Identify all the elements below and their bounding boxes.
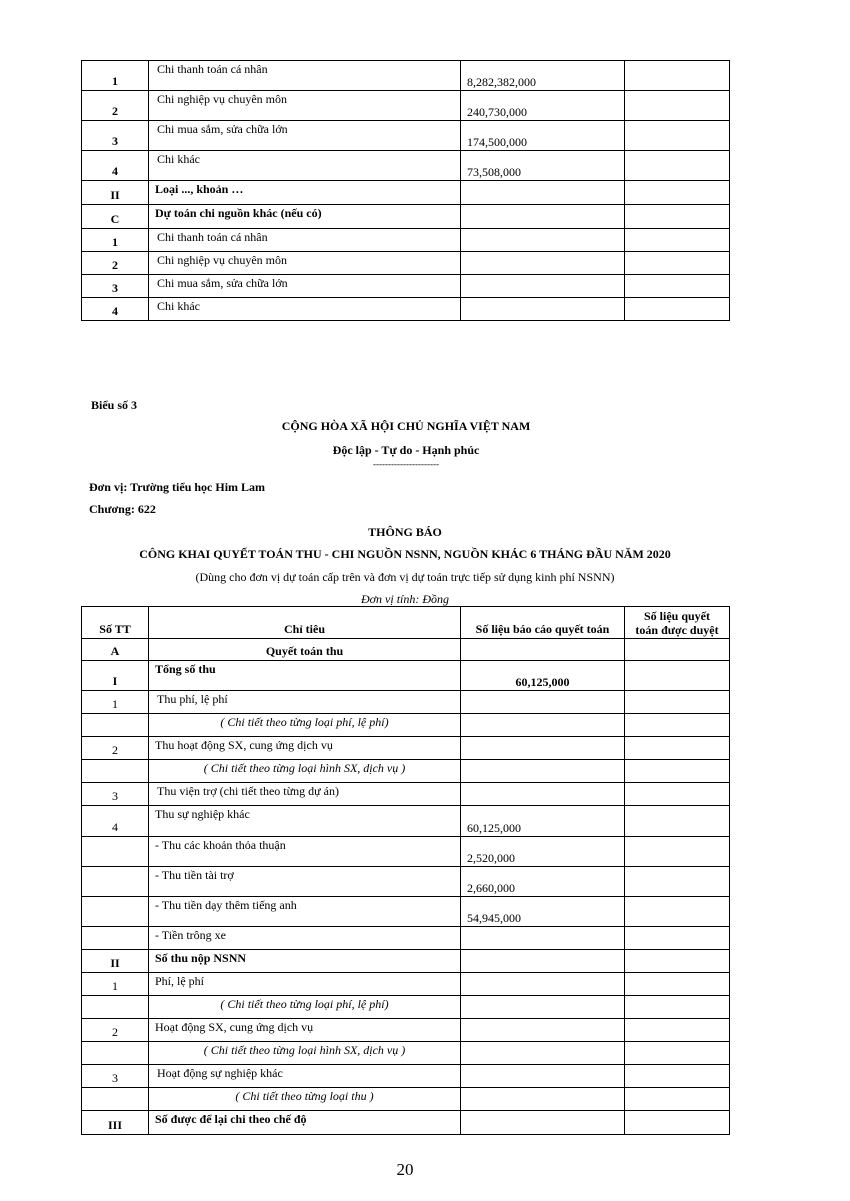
approved-cell xyxy=(625,973,730,996)
row-number: 1 xyxy=(82,61,149,91)
row-number xyxy=(82,867,149,897)
page-number: 20 xyxy=(396,1160,414,1179)
row-label: Thu viện trợ (chi tiết theo từng dự án) xyxy=(149,783,461,806)
approved-cell xyxy=(625,91,730,121)
row-label: Chi nghiệp vụ chuyên môn xyxy=(149,252,461,275)
row-label: Thu sự nghiệp khác xyxy=(149,806,461,837)
row-label: Phí, lệ phí xyxy=(149,973,461,996)
table-row xyxy=(82,691,730,714)
row-label: Chi thanh toán cá nhân xyxy=(149,61,461,91)
header-approved-line1: Số liệu quyết xyxy=(643,608,710,623)
row-label: Chi thanh toán cá nhân xyxy=(149,229,461,252)
row-amount xyxy=(461,252,625,275)
row-number: 3 xyxy=(82,783,149,806)
row-number: 2 xyxy=(82,91,149,121)
table-row xyxy=(82,61,730,91)
table-row xyxy=(82,1088,730,1111)
table-row xyxy=(82,298,730,321)
row-number: 2 xyxy=(82,737,149,760)
approved-cell xyxy=(625,181,730,205)
row-number: 4 xyxy=(82,806,149,837)
row-number: 1 xyxy=(82,691,149,714)
approved-cell xyxy=(625,298,730,321)
approved-cell xyxy=(625,1042,730,1065)
row-number: C xyxy=(82,205,149,229)
row-amount: 60,125,000 xyxy=(461,806,625,837)
row-label: Dự toán chi nguồn khác (nếu có) xyxy=(149,205,461,229)
table-row xyxy=(82,737,730,760)
row-number: 1 xyxy=(82,973,149,996)
row-label: - Thu tiền tài trợ xyxy=(149,867,461,897)
form-number: Biểu số 3 xyxy=(91,398,138,412)
row-label: Tổng số thu xyxy=(149,661,461,691)
approved-cell xyxy=(625,229,730,252)
table-row xyxy=(82,783,730,806)
row-label: Hoạt động sự nghiệp khác xyxy=(149,1065,461,1088)
settlement-table xyxy=(81,606,730,1135)
row-number: 2 xyxy=(82,252,149,275)
table-row xyxy=(82,837,730,867)
row-amount xyxy=(461,298,625,321)
row-amount: 54,945,000 xyxy=(461,897,625,927)
country-name: CỘNG HÒA XÃ HỘI CHỦ NGHĨA VIỆT NAM xyxy=(281,419,531,433)
national-motto: Độc lập - Tự do - Hạnh phúc xyxy=(332,443,480,457)
table-row xyxy=(82,205,730,229)
row-amount xyxy=(461,1019,625,1042)
approved-cell xyxy=(625,806,730,837)
row-label: - Thu tiền dạy thêm tiếng anh xyxy=(149,897,461,927)
row-number: III xyxy=(82,1111,149,1135)
row-amount xyxy=(461,1065,625,1088)
table-row xyxy=(82,996,730,1019)
row-label: - Tiền trông xe xyxy=(149,927,461,950)
header-approved-line2: toán được duyệt xyxy=(635,622,719,637)
approved-cell xyxy=(625,1111,730,1135)
row-amount: 240,730,000 xyxy=(461,91,625,121)
row-amount xyxy=(461,927,625,950)
approved-cell xyxy=(625,737,730,760)
header-no: Số TT xyxy=(82,607,149,639)
unit-name: Đơn vị: Trường tiểu học Him Lam xyxy=(89,480,266,494)
row-label: ( Chi tiết theo từng loại thu ) xyxy=(149,1088,461,1111)
row-number xyxy=(82,760,149,783)
row-amount xyxy=(461,714,625,737)
row-amount: 174,500,000 xyxy=(461,121,625,151)
approved-cell xyxy=(625,760,730,783)
row-label: - Thu các khoản thỏa thuận xyxy=(149,837,461,867)
header-reported: Số liệu báo cáo quyết toán xyxy=(461,607,625,639)
row-label: Thu hoạt động SX, cung ứng dịch vụ xyxy=(149,737,461,760)
row-amount: 60,125,000 xyxy=(461,661,625,691)
table-header-row xyxy=(82,607,730,639)
row-label: Số thu nộp NSNN xyxy=(149,950,461,973)
table-row xyxy=(82,714,730,737)
approved-cell xyxy=(625,783,730,806)
usage-note: (Dùng cho đơn vị dự toán cấp trên và đơn vị dự toán trực tiếp sử dụng kinh phí NSNN) xyxy=(195,570,615,584)
row-number: 3 xyxy=(82,275,149,298)
table-row xyxy=(82,1065,730,1088)
table-row xyxy=(82,121,730,151)
approved-cell xyxy=(625,837,730,867)
approved-cell xyxy=(625,639,730,661)
approved-cell xyxy=(625,61,730,91)
approved-cell xyxy=(625,661,730,691)
table-row xyxy=(82,181,730,205)
approved-cell xyxy=(625,714,730,737)
row-number: 2 xyxy=(82,1019,149,1042)
row-label: Chi khác xyxy=(149,298,461,321)
row-number xyxy=(82,837,149,867)
row-label: Quyết toán thu xyxy=(149,639,461,661)
row-amount: 8,282,382,000 xyxy=(461,61,625,91)
row-amount xyxy=(461,639,625,661)
table-row xyxy=(82,1019,730,1042)
row-amount xyxy=(461,1088,625,1111)
table-row xyxy=(82,950,730,973)
approved-cell xyxy=(625,996,730,1019)
approved-cell xyxy=(625,121,730,151)
notice-subtitle: CÔNG KHAI QUYẾT TOÁN THU - CHI NGUỒN NSNN, NGUỒN KHÁC 6 THÁNG ĐẦU NĂM 2020 xyxy=(139,547,671,561)
row-number: I xyxy=(82,661,149,691)
table-row xyxy=(82,867,730,897)
row-label: Hoạt động SX, cung ứng dịch vụ xyxy=(149,1019,461,1042)
approved-cell xyxy=(625,897,730,927)
approved-cell xyxy=(625,950,730,973)
approved-cell xyxy=(625,1065,730,1088)
row-amount xyxy=(461,275,625,298)
currency-unit: Đơn vị tính: Đồng xyxy=(360,592,450,606)
table-row xyxy=(82,229,730,252)
row-number xyxy=(82,927,149,950)
table-row xyxy=(82,1042,730,1065)
row-number: A xyxy=(82,639,149,661)
header-approved xyxy=(625,607,730,639)
row-amount xyxy=(461,973,625,996)
table-row xyxy=(82,760,730,783)
expense-table-continued xyxy=(81,60,730,321)
table-row xyxy=(82,661,730,691)
row-label: Loại ..., khoản … xyxy=(149,181,461,205)
row-label: Thu phí, lệ phí xyxy=(149,691,461,714)
row-amount xyxy=(461,783,625,806)
row-number xyxy=(82,996,149,1019)
table-row xyxy=(82,151,730,181)
row-number: 3 xyxy=(82,1065,149,1088)
table-row xyxy=(82,275,730,298)
row-number xyxy=(82,897,149,927)
row-label: Chi mua sắm, sửa chữa lớn xyxy=(149,121,461,151)
row-amount xyxy=(461,181,625,205)
table-row xyxy=(82,1111,730,1135)
row-label: Chi mua sắm, sửa chữa lớn xyxy=(149,275,461,298)
table-row xyxy=(82,639,730,661)
table-row xyxy=(82,91,730,121)
row-label: Chi nghiệp vụ chuyên môn xyxy=(149,91,461,121)
row-number: 1 xyxy=(82,229,149,252)
row-amount xyxy=(461,1111,625,1135)
table-row xyxy=(82,806,730,837)
notice-title: THÔNG BÁO xyxy=(368,525,442,539)
row-amount: 73,508,000 xyxy=(461,151,625,181)
approved-cell xyxy=(625,151,730,181)
row-amount: 2,520,000 xyxy=(461,837,625,867)
row-number: 4 xyxy=(82,151,149,181)
row-amount xyxy=(461,205,625,229)
row-label: ( Chi tiết theo từng loại phí, lệ phí) xyxy=(149,996,461,1019)
table-row xyxy=(82,252,730,275)
approved-cell xyxy=(625,205,730,229)
row-number: 3 xyxy=(82,121,149,151)
approved-cell xyxy=(625,1019,730,1042)
approved-cell xyxy=(625,927,730,950)
row-label: Số được để lại chi theo chế độ xyxy=(149,1111,461,1135)
motto-divider: ---------------------- xyxy=(373,459,439,469)
approved-cell xyxy=(625,1088,730,1111)
row-amount xyxy=(461,760,625,783)
row-label: ( Chi tiết theo từng loại hình SX, dịch vụ ) xyxy=(149,1042,461,1065)
table-row xyxy=(82,897,730,927)
row-number xyxy=(82,1042,149,1065)
chapter: Chương: 622 xyxy=(89,502,156,516)
row-amount xyxy=(461,996,625,1019)
row-amount xyxy=(461,691,625,714)
row-number xyxy=(82,1088,149,1111)
row-amount xyxy=(461,737,625,760)
row-amount: 2,660,000 xyxy=(461,867,625,897)
approved-cell xyxy=(625,252,730,275)
approved-cell xyxy=(625,867,730,897)
row-amount xyxy=(461,1042,625,1065)
row-number: II xyxy=(82,181,149,205)
table-row xyxy=(82,973,730,996)
row-amount xyxy=(461,229,625,252)
row-number: II xyxy=(82,950,149,973)
row-number xyxy=(82,714,149,737)
table-row xyxy=(82,927,730,950)
header-label: Chỉ tiêu xyxy=(149,607,461,639)
row-label: ( Chi tiết theo từng loại phí, lệ phí) xyxy=(149,714,461,737)
row-label: ( Chi tiết theo từng loại hình SX, dịch vụ ) xyxy=(149,760,461,783)
approved-cell xyxy=(625,691,730,714)
row-label: Chi khác xyxy=(149,151,461,181)
row-number: 4 xyxy=(82,298,149,321)
approved-cell xyxy=(625,275,730,298)
row-amount xyxy=(461,950,625,973)
